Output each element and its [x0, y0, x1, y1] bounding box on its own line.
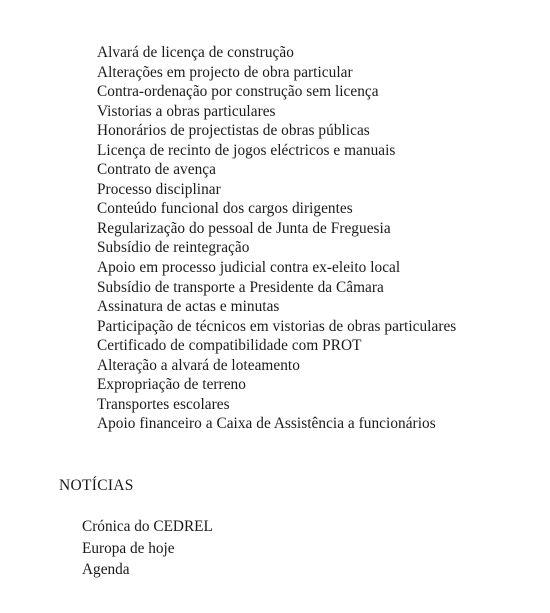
topic-item: Processo disciplinar: [97, 180, 221, 198]
topics-list: [97, 43, 456, 434]
news-item: Agenda: [82, 561, 130, 578]
topic-item: Certificado de compatibilidade com PROT: [97, 337, 362, 355]
news-item: Crónica do CEDREL: [82, 518, 213, 535]
topic-item: Expropriação de terreno: [97, 376, 246, 394]
topic-item: Apoio em processo judicial contra ex-eleito local: [97, 259, 401, 277]
news-item: Europa de hoje: [82, 539, 175, 557]
topic-item: Regularização do pessoal de Junta de Freguesia: [97, 219, 391, 237]
topic-item: Conteúdo funcional dos cargos dirigentes: [97, 200, 353, 218]
topic-item: Vistorias a obras particulares: [97, 102, 276, 120]
topic-item: Assinatura de actas e minutas: [97, 298, 280, 316]
topic-item: Participação de técnicos em vistorias de obras particulares: [97, 317, 457, 335]
topic-item: Apoio financeiro a Caixa de Assistência a funcionários: [97, 415, 436, 433]
topic-item: Alvará de licença de construção: [97, 44, 294, 61]
topic-item: Honorários de projectistas de obras públicas: [97, 122, 370, 140]
news-section-heading: NOTÍCIAS: [59, 477, 134, 494]
topic-item: Contrato de avença: [97, 161, 216, 179]
topic-item: Contra-ordenação por construção sem licença: [97, 83, 379, 101]
topic-item: Subsídio de reintegração: [97, 239, 250, 257]
topic-item: Alterações em projecto de obra particular: [97, 63, 353, 81]
news-list: [82, 516, 213, 581]
topic-item: Alteração a alvará de loteamento: [97, 356, 300, 374]
topic-item: Subsídio de transporte a Presidente da Câmara: [97, 278, 384, 296]
topic-item: Licença de recinto de jogos eléctricos e manuais: [97, 141, 396, 159]
topic-item: Transportes escolares: [97, 395, 230, 413]
